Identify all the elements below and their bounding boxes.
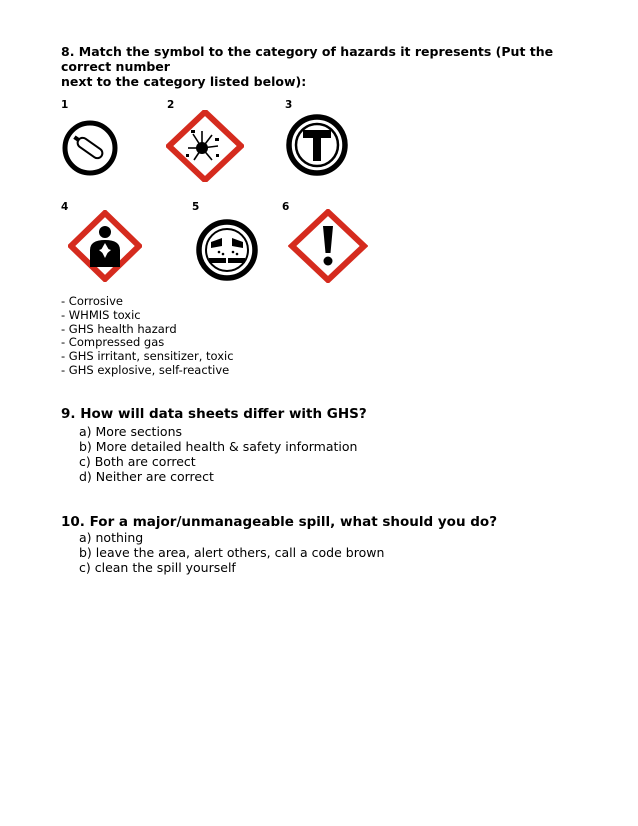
hazard-category-list — [61, 295, 234, 378]
ghs-health-hazard-icon — [68, 210, 142, 282]
symbol-number-5: 5 — [192, 201, 200, 213]
whmis-poison-icon — [285, 113, 349, 177]
question-9-option-b: b) More detailed health & safety information — [79, 439, 358, 454]
symbol-number-6: 6 — [282, 201, 290, 213]
symbol-number-3: 3 — [285, 99, 293, 111]
list-item: - WHMIS toxic — [61, 307, 141, 322]
symbol-number-4: 4 — [61, 201, 69, 213]
ghs-exclamation-icon — [288, 209, 368, 283]
question-9-title: 9. How will data sheets differ with GHS? — [61, 406, 367, 422]
question-10-title: 10. For a major/unmanageable spill, what should you do? — [61, 514, 498, 530]
question-9-option-d: d) Neither are correct — [79, 469, 214, 484]
list-item: - GHS health hazard — [61, 321, 177, 336]
symbol-number-2: 2 — [167, 99, 175, 111]
symbol-number-1: 1 — [61, 99, 69, 111]
list-item: - GHS irritant, sensitizer, toxic — [61, 349, 234, 364]
question-9-option-c: c) Both are correct — [79, 454, 196, 469]
question-10-option-b: b) leave the area, alert others, call a code brown — [79, 545, 385, 560]
ghs-explosive-icon — [166, 110, 244, 182]
question-8-prompt: 8. Match the symbol to the category of hazards it represents (Put the correct number next to the category listed below): — [61, 44, 554, 89]
question-10-option-c: c) clean the spill yourself — [79, 560, 236, 575]
list-item: - Corrosive — [61, 294, 123, 308]
whmis-corrosive-icon — [195, 218, 259, 282]
question-9-option-a: a) More sections — [79, 424, 183, 439]
list-item: - Compressed gas — [61, 335, 165, 350]
question-10-option-a: a) nothing — [79, 530, 144, 545]
list-item: - GHS explosive, self-reactive — [61, 362, 230, 377]
compressed-gas-icon — [61, 119, 119, 177]
